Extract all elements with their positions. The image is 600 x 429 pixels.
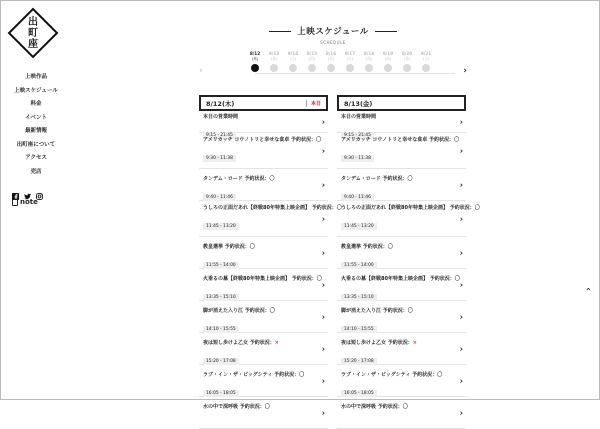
chevron-right-icon: › (321, 312, 325, 321)
showtime-row[interactable] (199, 365, 328, 397)
weekday-label: (日) (308, 56, 316, 61)
date-option[interactable] (304, 51, 320, 72)
showtime-list (337, 111, 480, 429)
logo-text (7, 17, 59, 50)
showtime-row[interactable] (199, 201, 342, 237)
showtime-row[interactable] (337, 133, 466, 169)
date-dot (365, 64, 373, 72)
film-name: アメリカッチ コウノトリと幸せな食卓 (341, 137, 428, 143)
film-name: うしろの正面だあれ【終戦80年特集上映企画】 (341, 205, 448, 211)
section-header (269, 25, 397, 45)
film-title (203, 301, 314, 315)
showtime-badge: 9:30 - 11:38 (203, 155, 236, 162)
chevron-right-icon: › (321, 214, 325, 223)
film-title (203, 397, 314, 411)
film-name: 水の中で深呼吸 (203, 404, 239, 410)
reservation-status: 予約状況： (387, 340, 413, 346)
film-title (341, 237, 452, 251)
date-dot (289, 64, 297, 72)
sold-out-mark: × (412, 340, 417, 346)
weekday-label: (月) (327, 56, 335, 61)
social-links (12, 185, 43, 192)
film-title (341, 397, 452, 411)
showtime-row[interactable] (199, 269, 328, 301)
chevron-right-icon: › (459, 344, 463, 353)
reservation-status: 予約状況：〇 (291, 276, 322, 282)
film-name: 火垂るの墓【終戦80年特集上映企画】 (341, 276, 428, 282)
chevron-right-icon: › (321, 146, 325, 155)
date-dot (251, 64, 259, 72)
reservation-status: 予約状況：〇 (428, 137, 459, 143)
weekday-label: (火) (346, 56, 354, 61)
chevron-right-icon: › (321, 408, 325, 417)
date-option[interactable] (399, 51, 415, 72)
reservation-status: 予約状況：〇 (239, 404, 270, 410)
reservation-status: 予約状況：〇 (311, 205, 342, 211)
reservation-status: 予約状況： (249, 340, 275, 346)
date-label: 8/18 (363, 51, 375, 56)
twitter-icon[interactable] (24, 185, 31, 192)
film-name: 火垂るの墓【終戦80年特集上映企画】 (203, 276, 290, 282)
reservation-status: 予約状況：〇 (224, 244, 255, 250)
chevron-right-icon: › (459, 312, 463, 321)
date-option[interactable] (380, 51, 396, 72)
chevron-right-icon: › (321, 344, 325, 353)
chevron-right-icon: › (459, 248, 463, 257)
logo-char: 町 (28, 28, 38, 39)
film-title (341, 111, 452, 121)
film-title (203, 169, 314, 183)
chevron-right-icon: › (321, 117, 325, 126)
chevron-right-icon: › (321, 376, 325, 385)
showtime-badge: 15:20 - 17:08 (203, 358, 239, 365)
film-title (203, 201, 342, 212)
showtime-badge: 9:15 - 21:45 (203, 132, 236, 139)
film-name: ラブ・イン・ザ・ビッグシティ (203, 372, 273, 378)
nav-item-about[interactable]: 出町座について (16, 141, 56, 148)
date-label: 8/13 (268, 51, 280, 56)
prev-dates-chevron-left-icon[interactable]: ‹ (199, 66, 203, 76)
title-rule-right (375, 31, 397, 32)
date-dot (384, 64, 392, 72)
film-title (341, 169, 452, 183)
reservation-status: 予約状況：〇 (377, 404, 408, 410)
weekday-label: (木) (384, 56, 392, 61)
logo-char: 出 (28, 17, 38, 28)
page-subtitle: SCHEDULE (320, 40, 346, 45)
date-label: 8/17 (344, 51, 356, 56)
date-option[interactable] (342, 51, 358, 72)
next-dates-chevron-right-icon[interactable]: › (463, 66, 467, 76)
date-label: 8/21 (420, 51, 432, 56)
title-rule-left (269, 31, 291, 32)
showtime-badge: 11:45 - 13:20 (341, 223, 377, 230)
date-dot (327, 64, 335, 72)
film-title (203, 269, 322, 283)
showtime-badge: 9:40 - 11:46 (341, 194, 374, 201)
chevron-right-icon: › (459, 117, 463, 126)
showtime-badge: 9:30 - 11:38 (341, 155, 374, 162)
film-title (203, 133, 321, 144)
showtime-badge: 9:15 - 21:45 (341, 132, 374, 139)
showtime-row[interactable] (199, 169, 328, 201)
nav-item-events[interactable]: イベント (24, 114, 47, 121)
film-name: タンデム・ロード (341, 176, 381, 182)
showtime-badge: 13:35 - 15:10 (341, 294, 377, 301)
weekday-label: (土) (289, 56, 297, 61)
facebook-icon[interactable] (12, 185, 19, 192)
showtime-row[interactable] (337, 333, 466, 365)
showtime-row[interactable] (199, 111, 328, 138)
reservation-status: 予約状況：〇 (362, 244, 393, 250)
reservation-status: 予約状況：〇 (382, 308, 413, 314)
film-title (203, 365, 314, 379)
sidebar-nav (7, 71, 65, 179)
showtime-badge: 14:10 - 15:55 (203, 326, 239, 333)
film-title (341, 269, 460, 283)
day-column (337, 95, 480, 429)
nav-item-access[interactable]: アクセス (25, 155, 47, 161)
showtime-row[interactable] (337, 169, 466, 201)
date-option[interactable] (361, 51, 377, 72)
date-option[interactable] (418, 51, 434, 72)
film-name: 水の中で深呼吸 (341, 404, 377, 410)
showtime-badge: 13:35 - 15:10 (203, 294, 239, 301)
showtime-row[interactable] (337, 301, 466, 333)
date-selector (197, 51, 469, 83)
showtime-row[interactable] (199, 301, 328, 333)
showtime-row[interactable] (337, 269, 466, 301)
date-dot (403, 64, 411, 72)
showtime-row[interactable] (199, 237, 328, 269)
chevron-right-icon: › (459, 280, 463, 289)
film-title (341, 201, 480, 212)
film-title (341, 365, 452, 379)
showtime-badge: 15:20 - 17:08 (341, 358, 377, 365)
reservation-status: 予約状況：〇 (429, 276, 460, 282)
date-option[interactable] (266, 51, 282, 72)
showtime-row[interactable] (337, 397, 466, 429)
day-header (199, 95, 328, 111)
weekday-label: (木) (251, 56, 259, 61)
weekday-label: (金) (403, 56, 411, 61)
date-label: 8/15 (306, 51, 318, 56)
film-name: 本日の営業時間 (203, 114, 239, 120)
reservation-status: 予約状況：〇 (449, 205, 480, 211)
chevron-right-icon: › (321, 180, 325, 189)
film-name: うしろの正面だあれ【終戦80年特集上映企画】 (203, 205, 310, 211)
date-dot (346, 64, 354, 72)
film-name: 教皇選挙 (203, 244, 224, 250)
logo-char: 座 (28, 39, 38, 50)
reservation-status: 予約状況：〇 (244, 308, 275, 314)
film-name: タンデム・ロード (203, 176, 243, 182)
film-name: 夜は短し歩けよ乙女 (341, 340, 387, 346)
reservation-status: 予約状況：〇 (290, 137, 321, 143)
film-title (203, 111, 314, 121)
instagram-icon[interactable] (36, 185, 43, 192)
note-link[interactable] (12, 198, 38, 206)
date-label: 8/12 (249, 51, 261, 56)
chevron-right-icon: › (459, 408, 463, 417)
today-badge: 本日 (306, 100, 321, 107)
showtime-list (199, 111, 342, 429)
showtime-row[interactable] (199, 397, 328, 429)
film-name: 本日の営業時間 (341, 114, 377, 120)
film-title (341, 333, 452, 347)
showtime-badge: 9:40 - 11:46 (203, 194, 236, 201)
showtime-row[interactable] (199, 333, 328, 365)
date-option[interactable] (247, 51, 263, 72)
film-name: 脚が消えた入り江 (341, 308, 382, 314)
note-label: note (20, 198, 38, 206)
date-dot (308, 64, 316, 72)
showtime-row[interactable] (337, 237, 466, 269)
showtime-badge: 11:55 - 14:00 (203, 262, 239, 269)
note-icon (12, 199, 18, 206)
reservation-status: 予約状況：〇 (412, 372, 443, 378)
date-dot (270, 64, 278, 72)
reservation-status: 予約状況：〇 (244, 176, 275, 182)
chevron-right-icon: › (459, 146, 463, 155)
showtime-badge: 16:05 - 18:05 (341, 390, 377, 397)
chevron-right-icon: › (321, 248, 325, 257)
day-column (199, 95, 342, 429)
day-date: 8/13(金) (344, 99, 373, 108)
film-name: 教皇選挙 (341, 244, 362, 250)
day-header (337, 95, 466, 111)
showtime-row[interactable] (199, 133, 328, 169)
date-option[interactable] (285, 51, 301, 72)
showtime-row[interactable] (337, 111, 466, 138)
date-label: 8/19 (382, 51, 394, 56)
film-title (203, 333, 314, 347)
date-label: 8/16 (325, 51, 337, 56)
date-option[interactable] (323, 51, 339, 72)
showtime-row[interactable] (337, 365, 466, 397)
weekday-label: (水) (365, 56, 373, 61)
chevron-right-icon: › (459, 376, 463, 385)
weekday-label: (金) (270, 56, 278, 61)
showtime-badge: 16:05 - 18:05 (203, 390, 239, 397)
film-name: ラブ・イン・ザ・ビッグシティ (341, 372, 411, 378)
day-date: 8/12(木) (206, 99, 235, 108)
reservation-status: 予約状況：〇 (382, 176, 413, 182)
reservation-status: 予約状況：〇 (274, 372, 305, 378)
chevron-right-icon: › (459, 214, 463, 223)
date-label: 8/14 (287, 51, 299, 56)
site-logo[interactable] (7, 7, 59, 59)
nav-item-price[interactable]: 料金 (30, 101, 42, 107)
date-label: 8/20 (401, 51, 413, 56)
showtime-row[interactable] (337, 201, 480, 237)
film-name: アメリカッチ コウノトリと幸せな食卓 (203, 137, 290, 143)
film-name: 夜は短し歩けよ乙女 (203, 340, 249, 346)
nav-item-films[interactable]: 上映作品 (24, 74, 47, 80)
film-name: 脚が消えた入り江 (203, 308, 244, 314)
film-title (203, 237, 314, 251)
chevron-right-icon: › (459, 180, 463, 189)
chevron-right-icon: › (321, 280, 325, 289)
film-title (341, 301, 452, 315)
date-dot (422, 64, 430, 72)
film-title (341, 133, 459, 144)
date-track-line (255, 73, 455, 74)
nav-item-shop[interactable]: 売店 (30, 168, 42, 175)
showtime-badge: 11:55 - 14:00 (341, 262, 377, 269)
scroll-to-top-chevron-up-icon[interactable]: ⌃ (585, 287, 592, 296)
showtime-badge: 11:45 - 13:20 (203, 223, 239, 230)
page-title: 上映スケジュール (297, 27, 369, 37)
nav-item-news[interactable]: 最新情報 (24, 128, 47, 134)
nav-item-schedule[interactable]: 上映スケジュール (14, 87, 58, 94)
showtime-badge: 14:10 - 15:55 (341, 326, 377, 333)
sold-out-mark: × (274, 340, 279, 346)
weekday-label: (土) (422, 56, 430, 61)
